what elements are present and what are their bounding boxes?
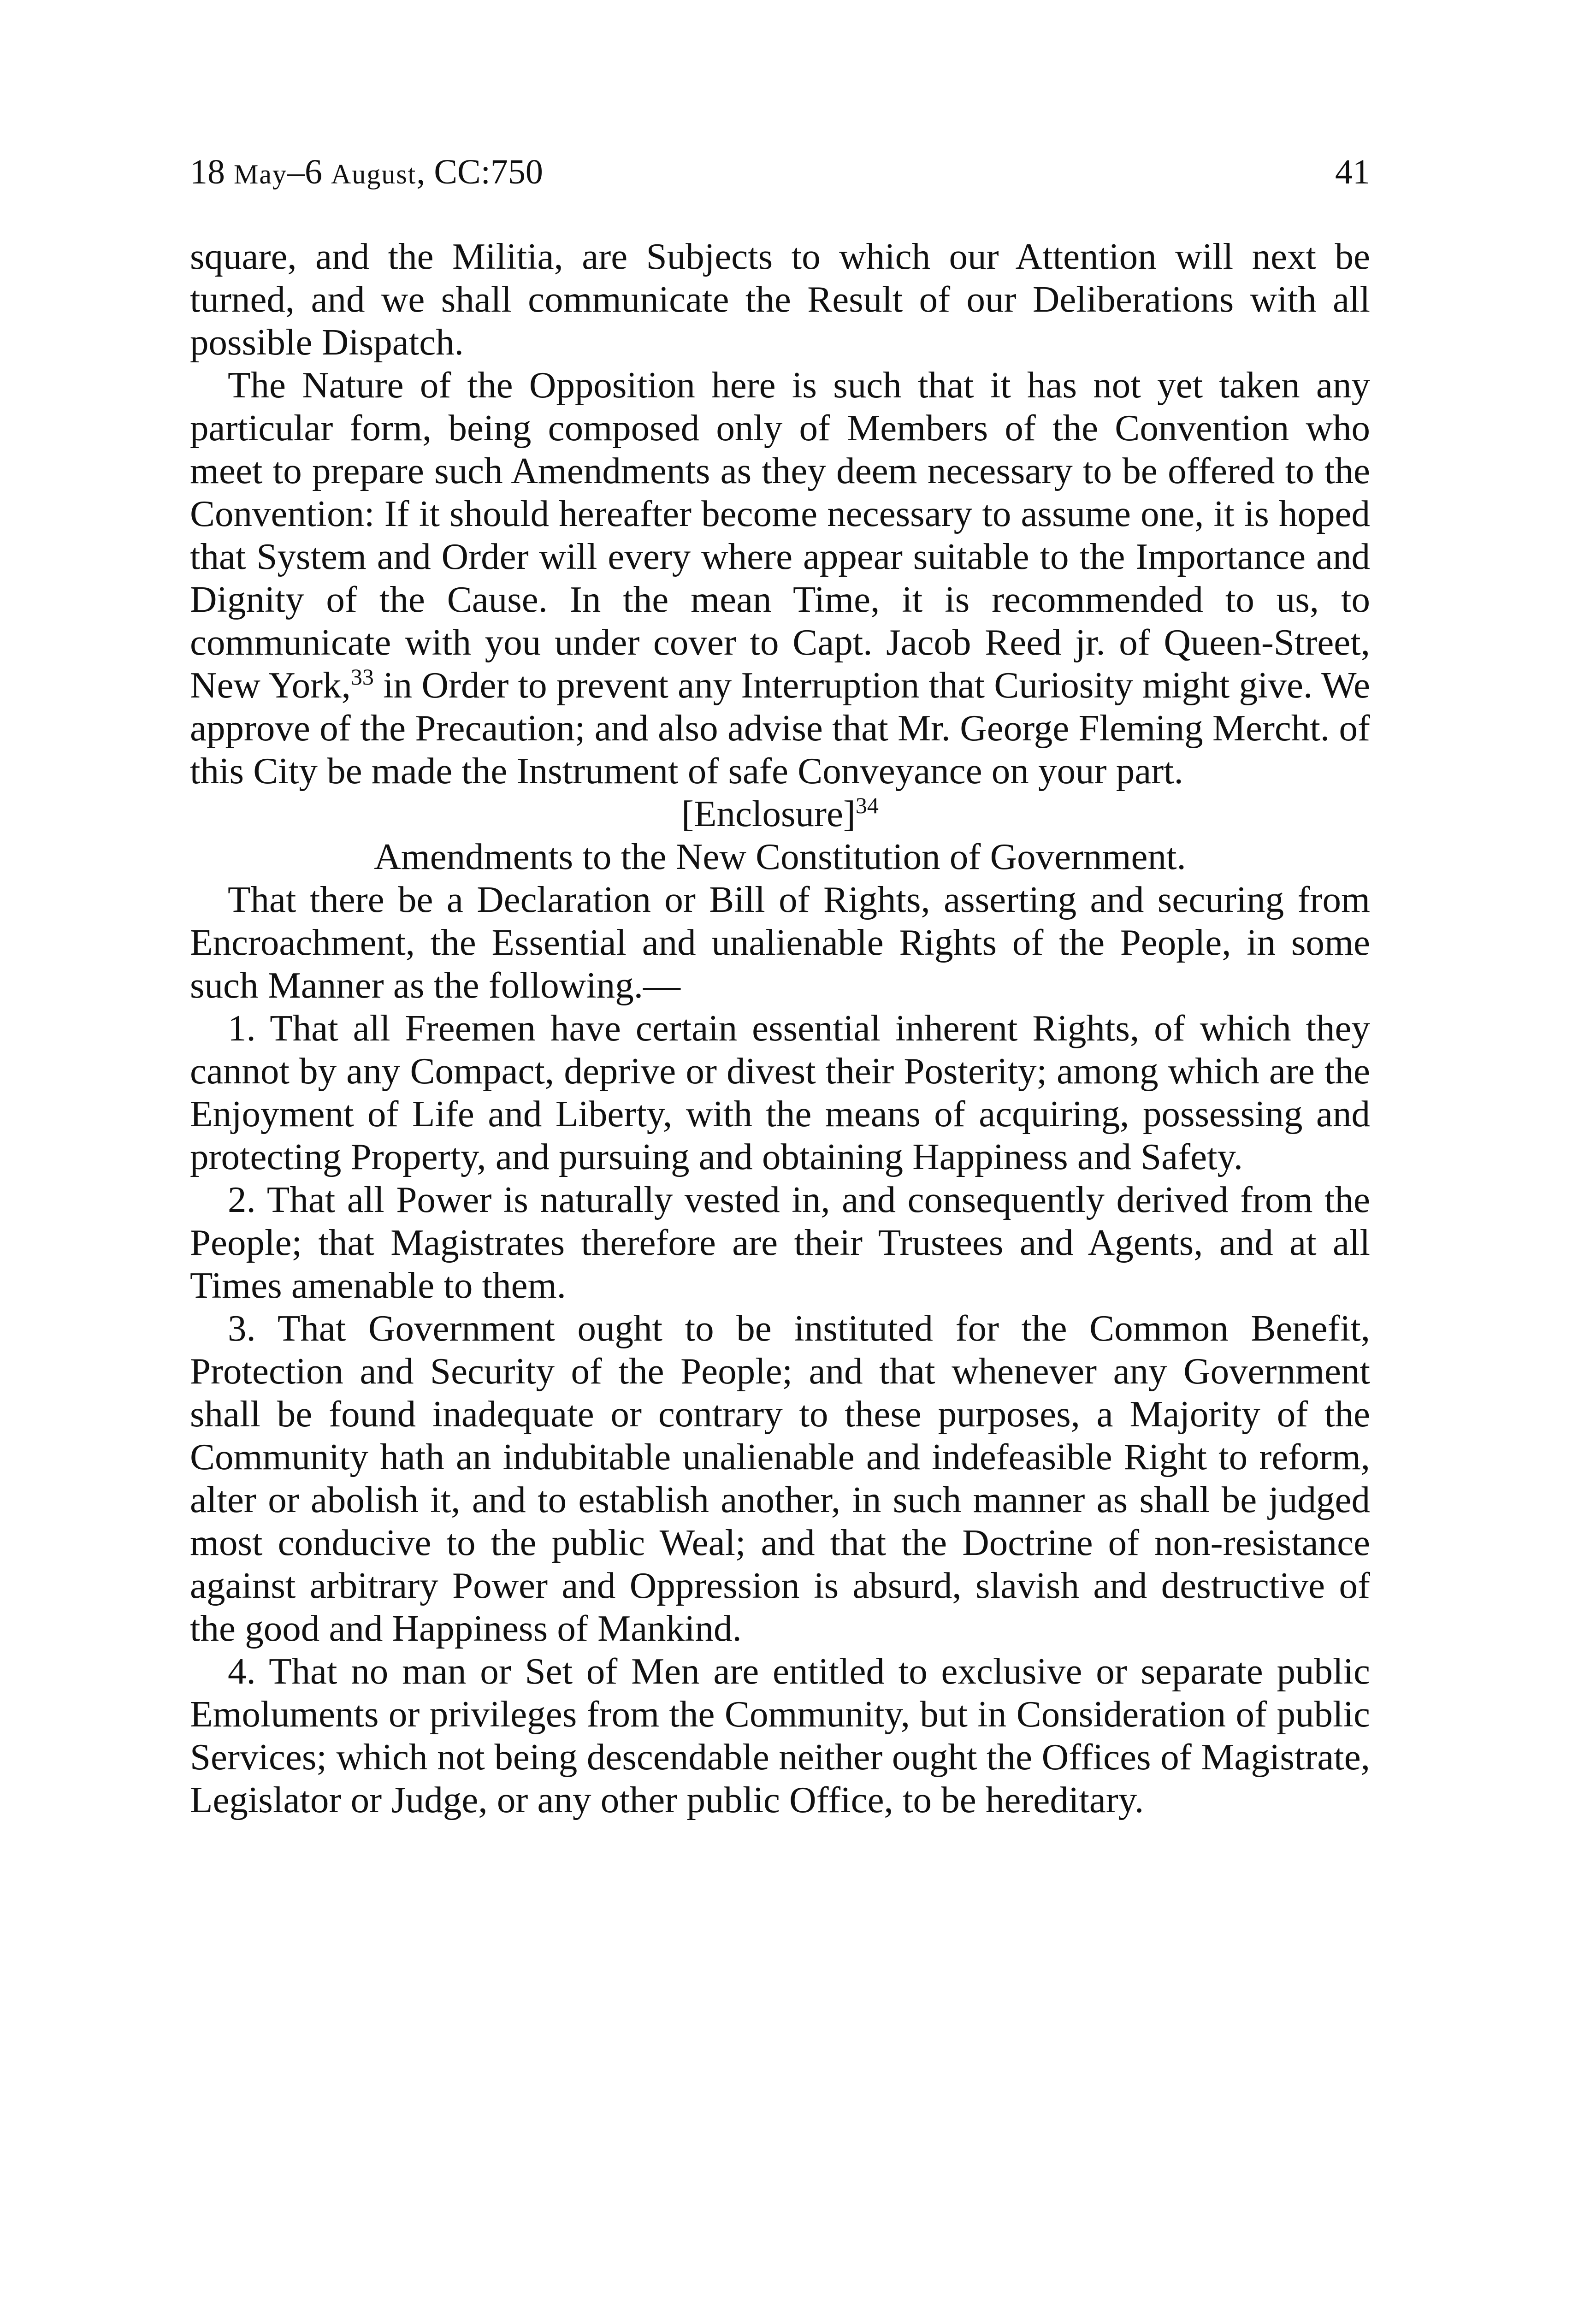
opposition-paragraph bbox=[190, 364, 1370, 792]
running-head-title bbox=[190, 147, 543, 200]
opposition-text-part-2: in Order to prevent any Interruption that Curiosity might give. We approve of the Precaution; and also advise that Mr. George Fleming Mercht. of this City be made the Instrument of safe Conveyance on your part. bbox=[190, 664, 1370, 792]
amendment-item-3: 3. That Government ought to be instituted for the Common Benefit, Protection and Security of the People; and that whenever any Government shall be found inadequate or contrary to these purposes, a Majority of the Community hath an indubitable unalienable and indefeasible Right to reform, alter or abolish it, and to establish another, in such manner as shall be judged most conducive to the public Weal; and that the Doctrine of non-resistance against arbitrary Power and Oppression is absurd, slavish and destructive of the good and Happiness of Mankind. bbox=[190, 1307, 1370, 1649]
document-reference: , CC:750 bbox=[416, 153, 543, 191]
amendment-item-2: 2. That all Power is naturally vested in, and consequently derived from the People; that Magistrates therefore are their Trustees and Agents, and at all Times amenable to them. bbox=[190, 1179, 1370, 1306]
enclosure-label: [Enclosure] bbox=[681, 793, 856, 834]
running-head bbox=[190, 147, 1370, 197]
date-start-month: May bbox=[234, 159, 287, 189]
date-start-day: 18 bbox=[190, 153, 225, 191]
declaration-paragraph: That there be a Declaration or Bill of Rights, asserting and securing from Encroachment, the Essential and unalienable Rights of the People, in some such Manner as the following.— bbox=[190, 879, 1370, 1006]
date-end-month: August bbox=[331, 159, 417, 189]
enclosure-heading bbox=[190, 792, 1370, 835]
date-range-dash: – bbox=[287, 153, 305, 191]
page-number: 41 bbox=[1335, 153, 1370, 191]
opposition-text-part-1: The Nature of the Opposition here is such that it has not yet taken any particular form, being composed only of Members of the Convention who meet to prepare such Amendments as they deem necessary to be offered to the Convention: If it should hereafter become necessary to assume one, it is hoped that System and Order will every where appear suitable to the Importance and Dignity of the Cause. In the mean Time, it is recommended to us, to communicate with you under cover to Capt. Jacob Reed jr. of Queen-Street, New York, bbox=[190, 364, 1370, 706]
continuation-paragraph: square, and the Militia, are Subjects to which our Attention will next be turned, and we shall communicate the Result of our Deliberations with all possible Dispatch. bbox=[190, 236, 1370, 363]
amendment-item-1: 1. That all Freemen have certain essential inherent Rights, of which they cannot by any Compact, deprive or divest their Posterity; among which are the Enjoyment of Life and Liberty, with the means of acquiring, possessing and protecting Property, and pursuing and obtaining Happiness and Safety. bbox=[190, 1007, 1370, 1177]
page-body bbox=[190, 235, 1370, 1821]
date-end-day: 6 bbox=[304, 153, 322, 191]
footnote-ref-34: 34 bbox=[855, 792, 879, 818]
amendment-item-4: 4. That no man or Set of Men are entitled to exclusive or separate public Emoluments or privileges from the Community, but in Consideration of public Services; which not being descendable neither ought the Offices of Magistrate, Legislator or Judge, or any other public Office, to be hereditary. bbox=[190, 1650, 1370, 1820]
enclosure-title: Amendments to the New Constitution of Government. bbox=[374, 836, 1186, 877]
footnote-ref-33: 33 bbox=[350, 664, 374, 690]
